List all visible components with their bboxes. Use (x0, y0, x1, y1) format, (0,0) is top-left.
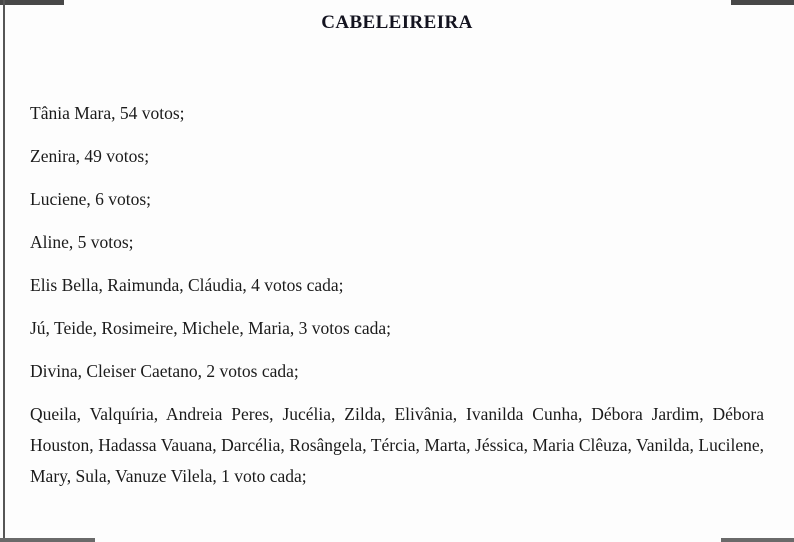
border-fragment-bottom-left (0, 538, 95, 542)
border-fragment-bottom-right (721, 538, 794, 542)
vote-result-line: Aline, 5 votos; (30, 232, 134, 252)
vote-result-line: Luciene, 6 votos; (30, 189, 152, 209)
vote-result-line: Queila, Valquíria, Andreia Peres, Jucélia, Zilda, Elivânia, Ivanilda Cunha, Débora Jardim, Débora Houston, Hadassa Vauana, Darcélia, Rosângela, Tércia, Marta, Jéssica, Maria Clêuza, Vanilda, Lucilene, Mary, Sula, Vanuze Vilela, 1 voto cada; (30, 404, 764, 486)
vote-result-line: Elis Bella, Raimunda, Cláudia, 4 votos cada; (30, 275, 344, 295)
page-title: CABELEIREIRA (321, 12, 473, 33)
vote-result-line: Zenira, 49 votos; (30, 146, 150, 166)
vote-result-line: Divina, Cleiser Caetano, 2 votos cada; (30, 361, 299, 381)
vote-result-line: Jú, Teide, Rosimeire, Michele, Maria, 3 votos cada; (30, 318, 391, 338)
vote-result-line: Tânia Mara, 54 votos; (30, 103, 185, 123)
